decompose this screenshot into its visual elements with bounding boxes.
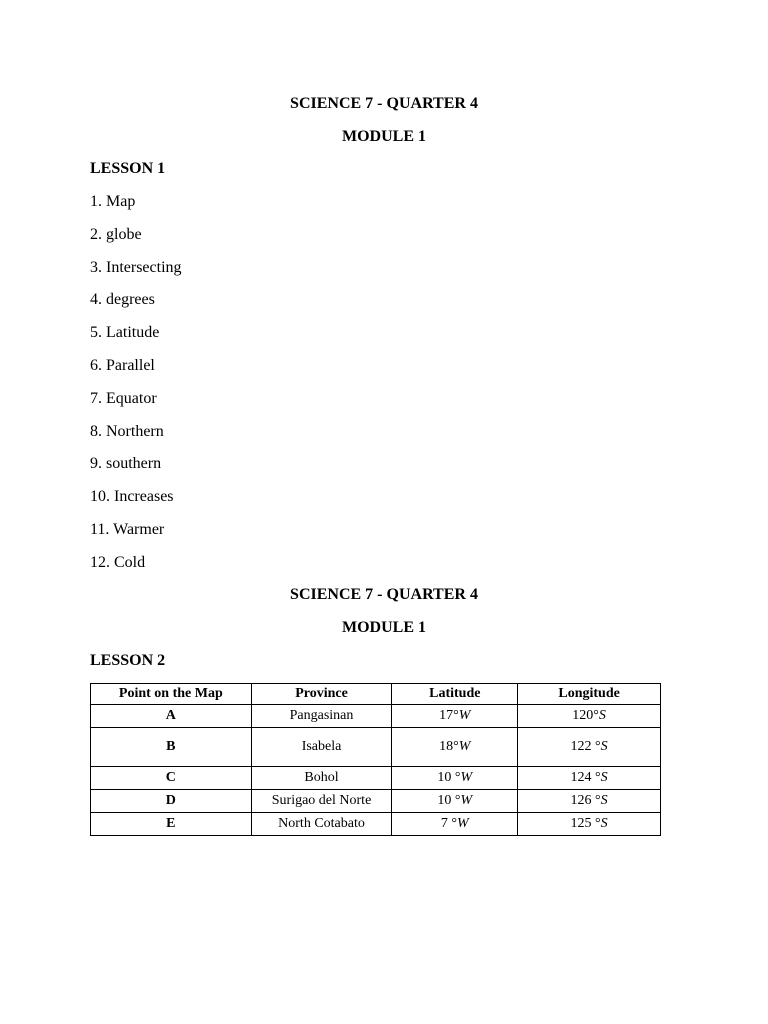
document-title: SCIENCE 7 - QUARTER 4 xyxy=(290,95,478,112)
column-header-province: Province xyxy=(251,684,392,705)
latitude-value: 7 ° xyxy=(440,816,458,831)
longitude-cell xyxy=(518,790,661,813)
latitude-direction: W xyxy=(460,770,473,785)
province-text: Isabela xyxy=(301,739,342,754)
point-cell: E xyxy=(91,813,252,836)
latitude-value: 10 ° xyxy=(437,793,461,808)
answer-item: 2. globe xyxy=(90,225,142,243)
longitude-cell xyxy=(518,705,661,728)
longitude-direction: S xyxy=(600,816,608,831)
latitude-cell xyxy=(392,728,518,767)
longitude-value: 120° xyxy=(572,708,599,723)
longitude-value: 125 ° xyxy=(570,816,601,831)
latitude-value: 17° xyxy=(439,708,459,723)
longitude-value: 126 ° xyxy=(570,793,601,808)
table-row xyxy=(91,813,661,836)
answer-item: 3. Intersecting xyxy=(90,258,182,276)
table-header-row xyxy=(91,684,661,705)
point-cell: A xyxy=(91,705,252,728)
province-cell: North Cotabato xyxy=(251,813,392,836)
province-cell xyxy=(251,728,392,767)
latitude-cell xyxy=(392,813,518,836)
answer-item: 12. Cold xyxy=(90,553,146,571)
province-cell: Pangasinan xyxy=(251,705,392,728)
longitude-cell xyxy=(518,767,661,790)
table-row xyxy=(91,767,661,790)
module-heading: MODULE 1 xyxy=(342,128,426,145)
table-row xyxy=(91,728,661,767)
answer-item: 7. Equator xyxy=(90,389,157,407)
answer-item: 11. Warmer xyxy=(90,520,165,538)
answer-item: 4. degrees xyxy=(90,291,155,309)
longitude-direction: S xyxy=(598,708,606,723)
answer-item: 6. Parallel xyxy=(90,356,155,374)
longitude-value: 124 ° xyxy=(570,770,601,785)
answer-list xyxy=(90,192,182,586)
lesson-heading: LESSON 2 xyxy=(90,652,166,669)
column-header-latitude: Latitude xyxy=(392,684,518,705)
column-header-longitude: Longitude xyxy=(518,684,661,705)
latitude-value: 18° xyxy=(439,739,459,754)
answer-item: 1. Map xyxy=(90,193,136,210)
latitude-cell xyxy=(392,767,518,790)
longitude-direction: S xyxy=(600,793,608,808)
answer-item: 9. southern xyxy=(90,455,162,473)
answer-item: 10. Increases xyxy=(90,488,174,506)
longitude-value: 122 ° xyxy=(570,739,601,754)
latitude-cell xyxy=(392,705,518,728)
latitude-cell xyxy=(392,790,518,813)
lesson-heading: LESSON 1 xyxy=(90,160,166,177)
document-title: SCIENCE 7 - QUARTER 4 xyxy=(290,586,478,603)
point-cell: D xyxy=(91,790,252,813)
point-cell: B xyxy=(91,728,252,767)
coordinates-table xyxy=(90,683,661,836)
table-row xyxy=(91,705,661,728)
latitude-direction: W xyxy=(457,816,469,831)
latitude-direction: W xyxy=(458,708,471,723)
latitude-direction: W xyxy=(458,739,471,754)
longitude-cell xyxy=(518,813,661,836)
latitude-value: 10 ° xyxy=(437,770,461,785)
point-cell: C xyxy=(91,767,252,790)
province-cell: Bohol xyxy=(251,767,392,790)
latitude-direction: W xyxy=(460,793,473,808)
column-header-point: Point on the Map xyxy=(91,684,252,705)
answer-item: 8. Northern xyxy=(90,422,164,440)
module-heading: MODULE 1 xyxy=(342,619,426,636)
longitude-cell xyxy=(518,728,661,767)
province-cell: Surigao del Norte xyxy=(251,790,392,813)
answer-item: 5. Latitude xyxy=(90,324,160,342)
longitude-direction: S xyxy=(600,770,608,785)
longitude-direction: S xyxy=(600,739,608,754)
table-row xyxy=(91,790,661,813)
